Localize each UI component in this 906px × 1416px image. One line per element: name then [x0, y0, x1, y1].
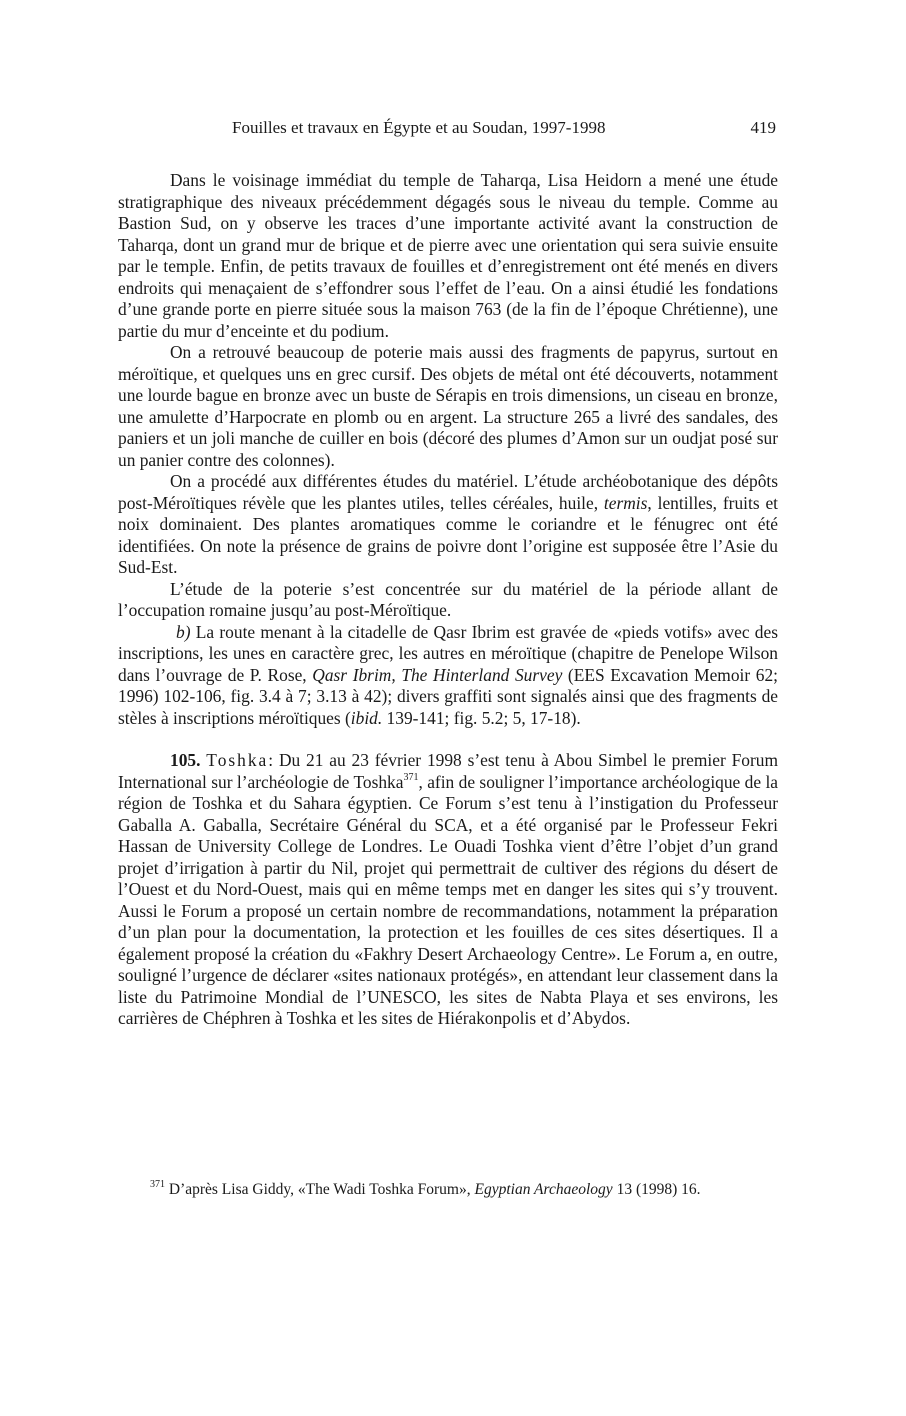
- paragraph-text: : Du 21 au 23 février 1998 s’est tenu à Abou Simbel le premier Forum International sur l’archéologie de Toshka: [118, 750, 778, 792]
- journal-title: Egyptian Archaeology: [474, 1181, 613, 1198]
- section-105-toshka: [118, 750, 778, 1030]
- paragraph-text: On a retrouvé beaucoup de poterie mais aussi des fragments de papyrus, surtout en méroïtique, et quelques uns en grec cursif. Des objets de métal ont été découverts, notamment une lourde bague en bronze avec un buste de Sérapis en trois dimensions, un ciseau en bronze, une amulette d’Harpocrate en plomb ou en argent. La structure 265 a livré des sandales, des paniers et un joli manche de cuiller en bois (décoré des plumes d’Amon sur un oudjat posé sur un panier contre des colonnes).: [118, 342, 778, 470]
- paragraph-text: , afin de souligner l’importance archéologique de la région de Toshka et du Sahara égyptien. Ce Forum s’est tenu à l’instigation du Professeur Gaballa A. Gaballa, Secrétaire Général du SCA, et a été organisé par le Professeur Fekri Hassan de University College de Londres. Le Ouadi Toshka vient d’être l’objet d’un grand projet d’irrigation à partir du Nil, projet qui permettrait de cultiver des régions du désert de l’Ouest et du Nord-Ouest, mais qui en même temps met en danger les sites qui s’y trouvent. Aussi le Forum a proposé un certain nombre de recommandations, notamment la préparation d’un plan pour la documentation, la protection et les fouilles de ces sites désertiques. Il a également proposé la création du «Fakhry Desert Archaeology Centre». Le Forum a, en outre, souligné l’urgence de déclarer «sites nationaux protégés», en attendant leur classement dans la liste du Patrimoine Mondial de l’UNESCO, les sites de Nabta Playa et ses environs, les carrières de Chéphren à Toshka et les sites de Hiérakonpolis et d’Abydos.: [118, 771, 778, 1028]
- footnote-text: 13 (1998) 16.: [612, 1181, 701, 1198]
- paragraph-text: , lentilles, fruits et noix dominaient. Des plantes aromatiques comme le coriandre et le fénugrec ont été identifiées. On note la présence de grains de poivre dont l’origine est supposée être l’Asie du Sud-Est.: [118, 492, 779, 577]
- footnote-371: [150, 1180, 780, 1200]
- paragraph-text: (EES Excavation Memoir 62; 1996) 102-106, fig. 3.4 à 7; 3.13 à 42); divers graffiti sont signalés ainsi que des fragments de stèles à inscriptions méroïtiques (: [118, 664, 778, 728]
- paragraph-pottery: [118, 579, 778, 622]
- paragraph-text: La route menant à la citadelle de Qasr Ibrim est gravée de «pieds votifs» avec des inscriptions, les unes en caractère grec, les autres en méroïtique (chapitre de Penelope Wilson dans l’ouvrage de P. Rose,: [118, 621, 778, 685]
- paragraph-finds: [118, 342, 778, 471]
- subsection-label: b): [176, 621, 191, 642]
- running-title: Fouilles et travaux en Égypte et au Soudan, 1997-1998: [232, 118, 606, 137]
- paragraph-route-inscriptions: [118, 622, 778, 730]
- paragraph-material-studies: [118, 471, 778, 579]
- page-number: 419: [750, 118, 776, 137]
- footnote-reference[interactable]: 371: [403, 771, 419, 783]
- section-place-name: Toshka: [206, 750, 269, 770]
- book-title: Qasr Ibrim, The Hinterland Survey: [312, 664, 563, 685]
- footnote-number: 371: [150, 1178, 165, 1190]
- paragraph-text: L’étude de la poterie s’est concentrée sur du matériel de la période allant de l’occupation romaine jusqu’au post-Méroïtique.: [118, 578, 778, 620]
- paragraph-temple-stratigraphy: [118, 170, 778, 342]
- footnote-text: D’après Lisa Giddy, «The Wadi Toshka Forum»,: [165, 1181, 475, 1198]
- paragraph-text: Dans le voisinage immédiat du temple de Taharqa, Lisa Heidorn a mené une étude stratigraphique des niveaux précédemment dégagés sous le niveau du temple. Comme au Bastion Sud, on y observe les traces d’une importante activité avant la construction de Taharqa, dont un grand mur de brique et de pierre avec une orientation qui sera suivie ensuite par le temple. Enfin, de petits travaux de fouilles et d’enregistrement ont été menés en divers endroits qui menaçaient de s’effondrer sous l’effet de l’eau. On a ainsi étudié les fondations d’une grande porte en pierre située sous la maison 763 (de la fin de l’époque Chrétienne), une partie du mur d’enceinte et du podium.: [118, 170, 778, 341]
- ibid-reference: ibid.: [350, 707, 383, 728]
- italic-term: termis: [603, 492, 648, 513]
- section-number: 105.: [170, 750, 201, 770]
- body-text: [118, 170, 778, 1030]
- paragraph-text: On a procédé aux différentes études du matériel. L’étude archéobotanique des dépôts post-Méroïtiques révèle que les plantes utiles, telles céréales, huile,: [118, 471, 778, 513]
- paragraph-text: 139-141; fig. 5.2; 5, 17-18).: [382, 707, 581, 728]
